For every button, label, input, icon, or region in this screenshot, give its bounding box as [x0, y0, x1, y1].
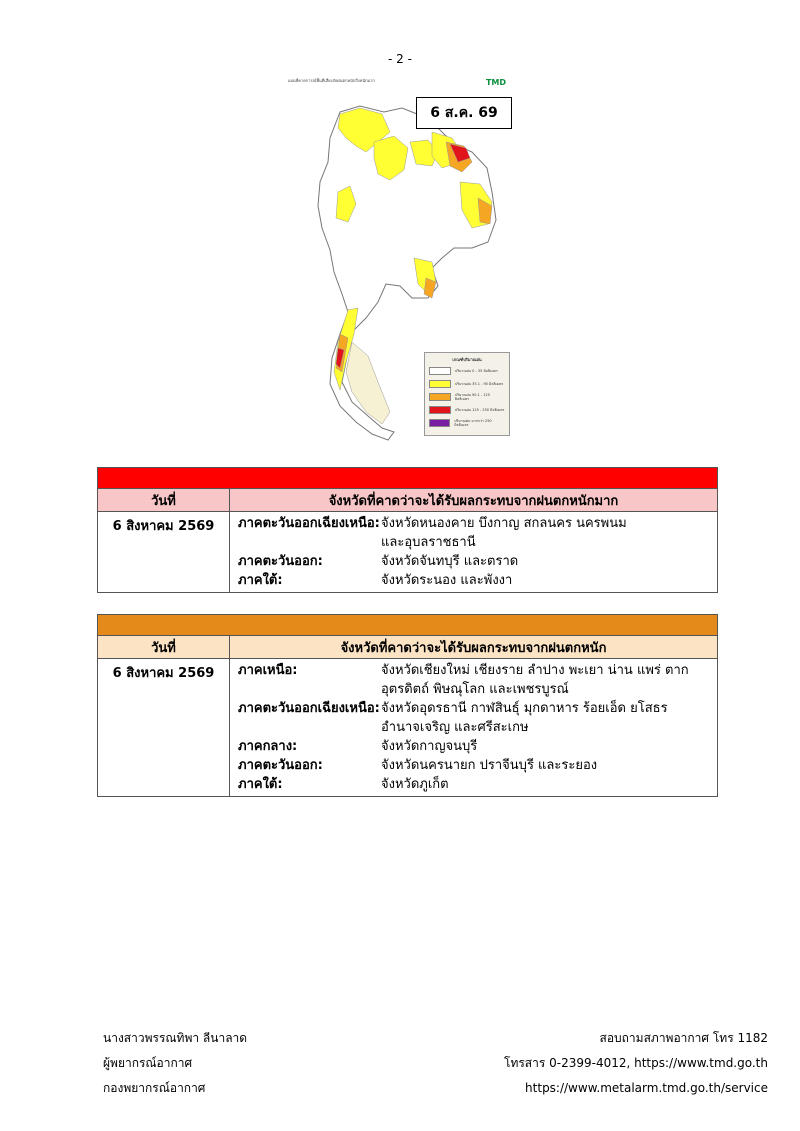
forecaster-name: นางสาวพรรณทิพา ลีนาลาด	[103, 1031, 248, 1045]
province-list: จังหวัดภูเก็ต	[381, 777, 449, 792]
very-heavy-rain-color-bar	[98, 468, 717, 489]
forecast-date: 6 สิงหาคม 2569	[98, 659, 230, 796]
region-row	[238, 699, 717, 718]
legend-swatch	[429, 393, 451, 401]
legend-item	[429, 417, 505, 429]
hotline-text: สอบถามสภาพอากาศ โทร 1182	[599, 1031, 768, 1045]
region-row	[238, 514, 717, 533]
table-header	[98, 489, 717, 512]
province-list: อุตรดิตถ์ พิษณุโลก และเพชรบูรณ์	[381, 682, 569, 697]
region-row-continued	[238, 680, 717, 699]
date-column-header: วันที่	[98, 636, 230, 658]
provinces-cell	[230, 659, 717, 796]
table-row	[98, 659, 717, 796]
date-column-header: วันที่	[98, 489, 230, 511]
province-list: จังหวัดเชียงใหม่ เชียงราย ลำปาง พะเยา น่าน แพร่ ตาก	[381, 663, 689, 678]
region-row	[238, 737, 717, 756]
region-label: ภาคตะวันออก:	[238, 554, 323, 569]
legend-label: ปริมาณฝน 0 - 35 มิลลิเมตร	[455, 369, 498, 373]
province-list: อำนาจเจริญ และศรีสะเกษ	[381, 720, 529, 735]
region-label: ภาคตะวันออกเฉียงเหนือ:	[238, 516, 380, 531]
province-list: จังหวัดกาญจนบุรี	[381, 739, 478, 754]
region-row	[238, 775, 717, 794]
legend-item	[429, 404, 505, 416]
legend-swatch	[429, 367, 451, 375]
region-row-continued	[238, 533, 717, 552]
page-number: - 2 -	[388, 52, 412, 66]
map-header: แผนที่คาดการณ์พื้นที่เสี่ยงภัยฝนตกหนักถึงหนักมาก	[288, 78, 375, 83]
provinces-column-header: จังหวัดที่คาดว่าจะได้รับผลกระทบจากฝนตกหนัก	[340, 640, 607, 656]
legend-label: ปริมาณฝน 125 - 250 มิลลิเมตร	[455, 408, 505, 412]
legend-item	[429, 365, 505, 377]
region-label: ภาคใต้:	[238, 777, 283, 792]
region-row	[238, 756, 717, 775]
province-list: จังหวัดหนองคาย บึงกาญ สกลนคร นครพนม	[381, 516, 627, 531]
region-row	[238, 661, 717, 680]
fax-website-text[interactable]: โทรสาร 0-2399-4012, https://www.tmd.go.th	[504, 1056, 768, 1070]
legend-item	[429, 378, 505, 390]
legend-label: ปริมาณฝน 90.1 - 125 มิลลิเมตร	[454, 393, 490, 401]
service-link[interactable]: https://www.metalarm.tmd.go.th/service	[525, 1081, 768, 1095]
region-label: ภาคเหนือ:	[238, 663, 298, 678]
province-list: จังหวัดระนอง และพังงา	[381, 573, 513, 588]
region-row-continued	[238, 718, 717, 737]
region-label: ภาคตะวันออก:	[238, 758, 323, 773]
heavy-rain-color-bar	[98, 615, 717, 636]
legend-title: เกณฑ์ปริมาณฝน	[452, 357, 482, 362]
provinces-cell	[230, 512, 717, 592]
provinces-column-header: จังหวัดที่คาดว่าจะได้รับผลกระทบจากฝนตกหนักมาก	[328, 493, 619, 509]
map-date-label: 6 ส.ค. 69	[416, 97, 512, 129]
region-label: ภาคกลาง:	[238, 739, 298, 754]
forecaster-signature-block	[103, 1026, 247, 1101]
map-legend	[424, 352, 510, 436]
very-heavy-rain-table	[97, 467, 718, 593]
province-list: จังหวัดนครนายก ปราจีนบุรี และระยอง	[381, 758, 598, 773]
legend-label: ปริมาณฝน มากกว่า 250 มิลลิเมตร	[454, 419, 492, 427]
legend-swatch	[429, 380, 451, 388]
region-label: ภาคตะวันออกเฉียงเหนือ:	[238, 701, 380, 716]
forecaster-division: กองพยากรณ์อากาศ	[103, 1081, 206, 1095]
province-list: และอุบลราชธานี	[381, 535, 476, 550]
region-row	[238, 571, 717, 590]
legend-label: ปริมาณฝน 35.1 - 90 มิลลิเมตร	[455, 382, 504, 386]
heavy-rain-table	[97, 614, 718, 797]
table-row	[98, 512, 717, 592]
region-label: ภาคใต้:	[238, 573, 283, 588]
tmd-logo: TMD	[485, 78, 506, 87]
forecast-date: 6 สิงหาคม 2569	[98, 512, 230, 592]
province-list: จังหวัดจันทบุรี และตราด	[381, 554, 519, 569]
legend-swatch	[429, 419, 450, 427]
legend-item	[429, 391, 505, 403]
province-list: จังหวัดอุดรธานี กาฬสินธุ์ มุกดาหาร ร้อยเอ็ด ยโสธร	[381, 701, 668, 716]
table-header	[98, 636, 717, 659]
contact-block	[504, 1026, 768, 1101]
legend-swatch	[429, 406, 451, 414]
region-row	[238, 552, 717, 571]
forecaster-title: ผู้พยากรณ์อากาศ	[103, 1056, 193, 1070]
